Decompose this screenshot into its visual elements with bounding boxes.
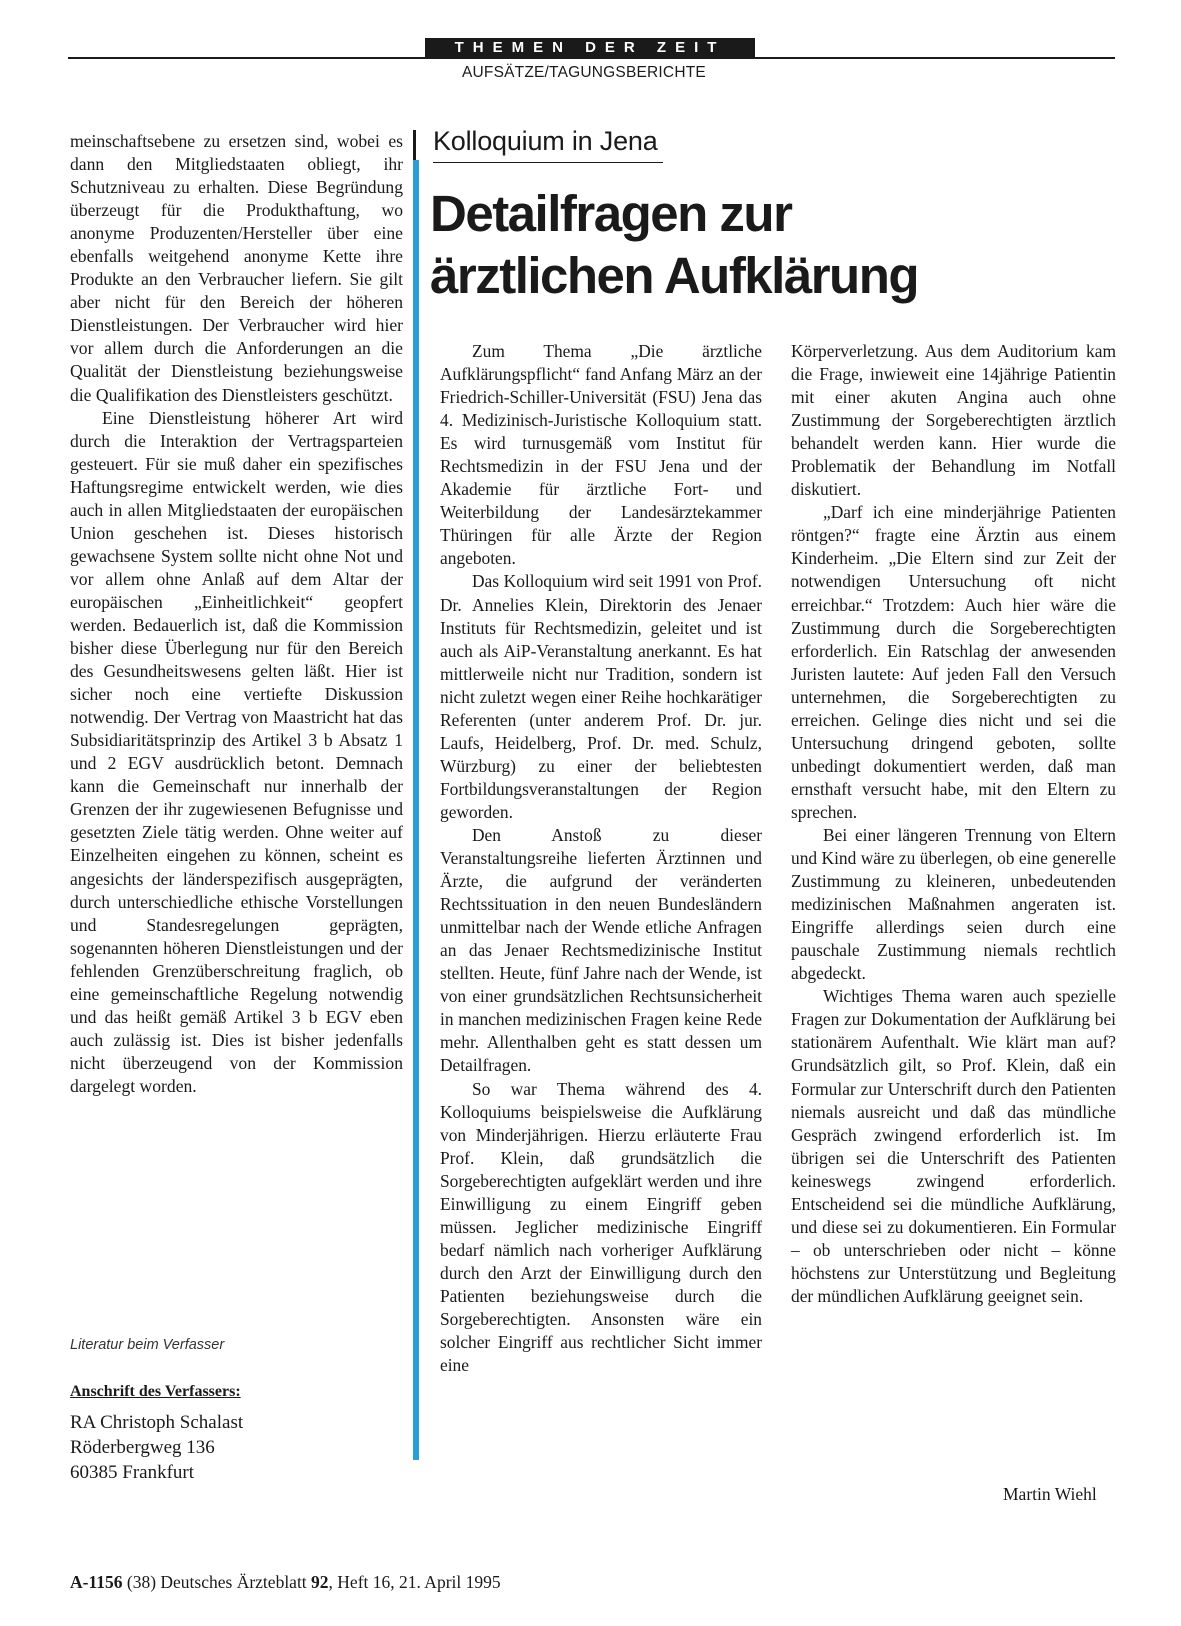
journal-volume: 92: [311, 1572, 329, 1592]
paragraph: Zum Thema „Die ärztliche Aufklärungspflicht“ fand Anfang März an der Friedrich-Schiller-Universität (FSU) Jena das 4. Medizinisch-Juristische Kolloquium statt. Es wird turnusgemäß vom Institut für Rechtsmedizin in der FSU Jena und der Akademie für ärztliche Fort- und Weiterbildung der Landesärztekammer Thüringen für alle Ärzte der Region angeboten.: [440, 341, 762, 569]
article-kicker: Kolloquium in Jena: [433, 126, 658, 156]
address-street: Röderbergweg 136: [70, 1437, 215, 1458]
headline-line-2: ärztlichen Aufklärung: [430, 247, 919, 304]
author-address: [70, 1410, 243, 1485]
paragraph: Eine Dienstleistung höherer Art wird durch die Interaktion der Vertragsparteien gesteuert. Für sie muß daher ein spezifisches Haftungsregime entwickelt werden, wie dies auch in allen Mitgliedstaaten der europäischen Union geschehen ist. Dieses historisch gewachsene System sollte nicht ohne Not und vor allem ohne Anlaß auf dem Altar der europäischen „Einheitlichkeit“ geopfert werden. Bedauerlich ist, daß die Kommission bisher diese Überlegung nur für den Bereich des Gesundheitswesens gelten läßt. Hier ist sicher noch eine vertiefte Diskussion notwendig. Der Vertrag von Maastricht hat das Subsidiaritätsprinzip des Artikel 3 b Absatz 1 und 2 EGV ausdrücklich betont. Demnach kann die Gemeinschaft nur innerhalb der Grenzen der ihr zugewiesenen Befugnisse und gesetzten Ziele tätig werden. Ohne weiter auf Einzelheiten eingehen zu können, scheint es angesichts der länderspezifisch ausgeprägten, durch unterschiedliche ethische Vorstellungen und Standesregelungen geprägten, sogenannten höheren Dienstleistungen und der fehlenden Grenzüberschreitung fraglich, ob eine gemeinschaftliche Regelung notwendig und das heißt gemäß Artikel 3 b EGV eben auch zulässig ist. Dies ist bisher jedenfalls nicht überzeugend von der Kommission dargelegt worden.: [70, 407, 403, 1096]
column-middle: [440, 340, 762, 1377]
header-rule: [68, 57, 1115, 59]
kicker-marker: [413, 130, 416, 160]
address-heading: Anschrift des Verfassers:: [70, 1383, 241, 1400]
page-number: A-1156: [70, 1572, 123, 1592]
accent-bar: [413, 160, 419, 1460]
paragraph: „Darf ich eine minderjährige Patienten röntgen?“ fragte eine Ärztin aus einem Kinderheim. „Die Eltern sind zur Zeit der notwendigen Untersuchung oft nicht erreichbar.“ Trotzdem: Auch hier wäre die Zustimmung durch die Sorgeberechtigten erforderlich. Ein Ratschlag der anwesenden Juristen lautete: Auf jeden Fall den Versuch unternehmen, die Sorgeberechtigten zu erreichen. Gelinge dies nicht und sei die Untersuchung dringend geboten, sollte unbedingt dokumentiert werden, daß man ernsthaft versucht habe, mit den Eltern zu sprechen.: [791, 502, 1116, 822]
article-headline: [430, 183, 918, 307]
journal-info: (38) Deutsches Ärzteblatt: [122, 1572, 312, 1592]
paragraph: Bei einer längeren Trennung von Eltern und Kind wäre zu überlegen, ob eine generelle Zustimmung zu kleineren, unbedeutenden medizinischen Maßnahmen angeraten ist. Eingriffe allerdings seien durch eine pauschale Zustimmung niemals rechtlich abgedeckt.: [791, 824, 1116, 984]
address-name: RA Christoph Schalast: [70, 1412, 244, 1433]
paragraph: Das Kolloquium wird seit 1991 von Prof. Dr. Annelies Klein, Direktorin des Jenaer Instituts für Rechtsmedizin, geleitet und ist auch als AiP-Veranstaltung anerkannt. Es hat mittlerweile nicht nur Tradition, sondern ist nicht zuletzt wegen einer Reihe hochkarätiger Referenten (unter anderem Prof. Dr. jur. Laufs, Heidelberg, Prof. Dr. med. Schulz, Würzburg) zu einer der beliebtesten Fortbildungsveranstaltungen der Region geworden.: [440, 571, 762, 822]
issue-date: , Heft 16, 21. April 1995: [328, 1572, 501, 1592]
literature-note: Literatur beim Verfasser: [70, 1337, 225, 1353]
kicker-underline: [433, 162, 663, 163]
paragraph: So war Thema während des 4. Kolloquiums beispielsweise die Aufklärung von Minderjährigen. Hierzu erläuterte Frau Prof. Klein, daß grundsätzlich die Sorgeberechtigten aufgeklärt werden und ihre Einwilligung zu einem Eingriff geben müssen. Jeglicher medizinische Eingriff bedarf nämlich nach vorheriger Aufklärung durch den Arzt der Einwilligung durch den Patienten beziehungsweise durch die Sorgeberechtigten. Ansonsten wäre ein solcher Eingriff aus rechtlicher Sicht immer eine: [440, 1078, 762, 1376]
paragraph: Körperverletzung. Aus dem Auditorium kam die Frage, inwieweit eine 14jährige Patientin mit einer akuten Angina auch ohne Zustimmung der Sorgeberechtigten ärztlich behandelt werden kann. Hier wurde die Problematik der Behandlung im Notfall diskutiert.: [791, 341, 1116, 500]
column-right: [791, 340, 1116, 1308]
section-label: AUFSÄTZE/TAGUNGSBERICHTE: [462, 64, 706, 81]
section-banner: THEMEN DER ZEIT: [425, 38, 755, 58]
paragraph: Wichtiges Thema waren auch spezielle Fragen zur Dokumentation der Aufklärung bei stationärem Aufenthalt. Wie klärt man auf? Grundsätzlich gilt, so Prof. Klein, daß ein Formular zur Unterschrift durch den Patienten niemals ausreicht und daß das mündliche Gespräch zwingend erforderlich ist. Im übrigen sei die Unterschrift des Patienten keineswegs zwingend erforderlich. Entscheidend sei die mündliche Aufklärung, und diese sei zu dokumentieren. Ein Formular – ob unterschrieben oder nicht – könne höchstens zur Unterstützung und Begleitung der mündlichen Aufklärung geeignet sein.: [791, 986, 1116, 1306]
paragraph: meinschaftsebene zu ersetzen sind, wobei es dann den Mitgliedstaaten obliegt, ihr Schutzniveau zu erhalten. Diese Begründung überzeugt für die Produkthaftung, wo anonyme Produzenten/Hersteller über eine ebenfalls weitgehend anonyme Kette ihre Produkte an den Verbraucher liefern. Sie gilt aber nicht für den Bereich der höheren Dienstleistungen. Der Verbraucher wird hier vor allem durch die Anforderungen an die Qualität der Dienstleistung beziehungsweise die Qualifikation des Dienstleisters geschützt.: [70, 131, 403, 405]
address-city: 60385 Frankfurt: [70, 1462, 195, 1483]
paragraph: Den Anstoß zu dieser Veranstaltungsreihe lieferten Ärztinnen und Ärzte, die aufgrund der veränderten Rechtssituation in den neuen Bundesländern unmittelbar nach der Wende etliche Anfragen an das Jenaer Rechtsmedizinische Institut stellten. Heute, fünf Jahre nach der Wende, ist von einer grundsätzlichen Rechtsunsicherheit in manchen medizinischen Fragen keine Rede mehr. Allenthalben geht es statt dessen um Detailfragen.: [440, 824, 762, 1076]
column-left: [70, 130, 403, 1098]
page-footer: [70, 1572, 501, 1593]
headline-line-1: Detailfragen zur: [430, 185, 792, 242]
article-author: Martin Wiehl: [1003, 1484, 1097, 1504]
